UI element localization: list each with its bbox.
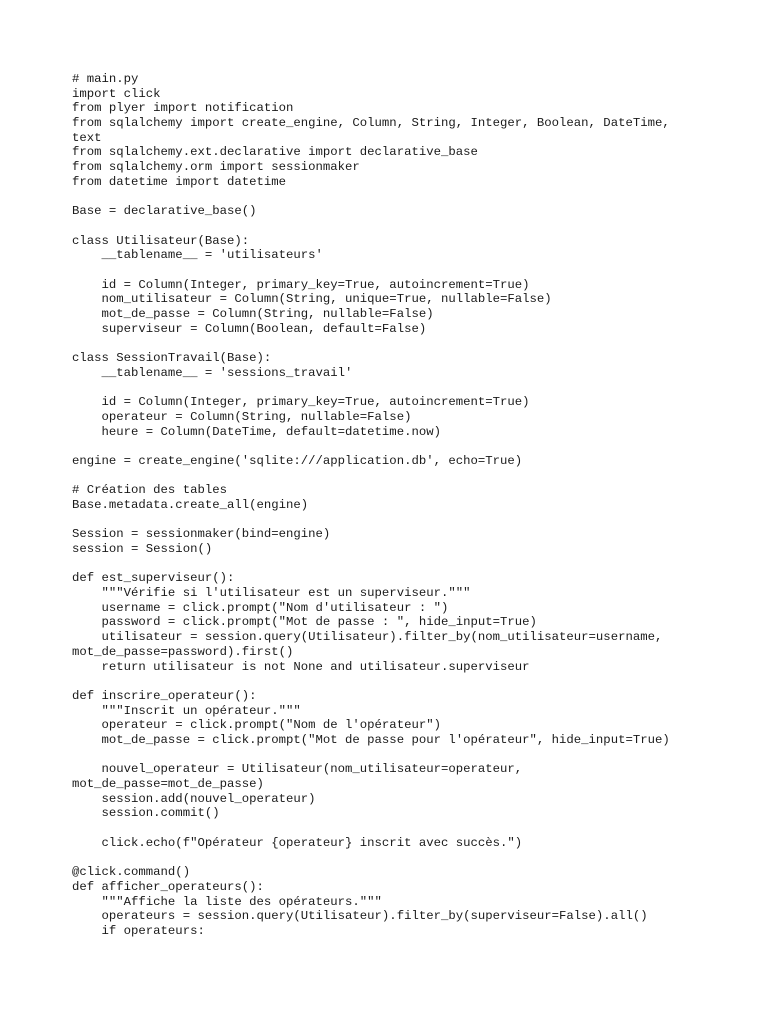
code-line — [72, 469, 712, 484]
code-line: import click — [72, 86, 161, 101]
code-line: click.echo(f"Opérateur {operateur} inscrit avec succès.") — [72, 835, 523, 850]
code-line: if operateurs: — [72, 923, 205, 938]
code-line: superviseur = Column(Boolean, default=False) — [72, 321, 427, 336]
code-line — [72, 748, 712, 763]
code-line: from datetime import datetime — [72, 174, 287, 189]
code-line: id = Column(Integer, primary_key=True, autoincrement=True) — [72, 395, 530, 410]
code-line — [72, 557, 712, 572]
code-line: from sqlalchemy.orm import sessionmaker — [72, 160, 360, 175]
code-line: operateur = Column(String, nullable=False) — [72, 409, 412, 424]
code-line: nom_utilisateur = Column(String, unique=True, nullable=False) — [72, 292, 552, 307]
code-line: mot_de_passe=mot_de_passe) — [72, 777, 264, 791]
code-line: utilisateur = session.query(Utilisateur).filter_by(nom_utilisateur=username, — [72, 630, 663, 645]
code-line: username = click.prompt("Nom d'utilisateur : ") — [72, 600, 449, 615]
code-line — [72, 190, 712, 205]
code-line: Session = sessionmaker(bind=engine) — [72, 527, 331, 542]
code-line: def inscrire_operateur(): — [72, 688, 257, 703]
code-line: """Inscrit un opérateur.""" — [72, 703, 301, 718]
code-line: @click.command() — [72, 865, 191, 880]
code-line — [72, 380, 712, 395]
code-line: mot_de_passe=password).first() — [72, 644, 294, 659]
code-line: from sqlalchemy import create_engine, Column, String, Integer, Boolean, DateTime, — [72, 116, 670, 131]
code-line — [72, 219, 712, 234]
code-line: session = Session() — [72, 542, 213, 556]
code-line: operateur = click.prompt("Nom de l'opérateur") — [72, 718, 441, 733]
code-line: __tablename__ = 'utilisateurs' — [72, 248, 323, 263]
code-line: text — [72, 130, 102, 145]
code-line: Base.metadata.create_all(engine) — [72, 497, 309, 512]
code-line: from plyer import notification — [72, 101, 294, 116]
code-listing — [72, 72, 712, 939]
code-line: def est_superviseur(): — [72, 571, 235, 586]
code-line: password = click.prompt("Mot de passe : ", hide_input=True) — [72, 615, 537, 630]
code-line — [72, 336, 712, 351]
code-line: # main.py — [72, 72, 139, 86]
code-line: """Vérifie si l'utilisateur est un superviseur.""" — [72, 586, 471, 601]
code-line: session.commit() — [72, 806, 220, 821]
code-line: nouvel_operateur = Utilisateur(nom_utilisateur=operateur, — [72, 762, 523, 777]
code-line: def afficher_operateurs(): — [72, 879, 264, 894]
code-line: heure = Column(DateTime, default=datetime.now) — [72, 424, 441, 439]
code-line: mot_de_passe = Column(String, nullable=False) — [72, 307, 434, 321]
code-line: operateurs = session.query(Utilisateur).filter_by(superviseur=False).all() — [72, 909, 648, 924]
code-line: id = Column(Integer, primary_key=True, autoincrement=True) — [72, 277, 530, 292]
code-line: class SessionTravail(Base): — [72, 351, 272, 366]
code-line — [72, 821, 712, 836]
code-line: class Utilisateur(Base): — [72, 233, 250, 248]
code-line: __tablename__ = 'sessions_travail' — [72, 365, 353, 380]
code-line: engine = create_engine('sqlite:///application.db', echo=True) — [72, 453, 523, 468]
code-line — [72, 674, 712, 689]
code-line: from sqlalchemy.ext.declarative import declarative_base — [72, 145, 478, 160]
code-line: # Création des tables — [72, 483, 227, 498]
code-line — [72, 263, 712, 278]
code-line — [72, 513, 712, 528]
code-line: """Affiche la liste des opérateurs.""" — [72, 894, 382, 909]
code-line — [72, 850, 712, 865]
code-line: mot_de_passe = click.prompt("Mot de passe pour l'opérateur", hide_input=True) — [72, 732, 670, 747]
code-line: Base = declarative_base() — [72, 204, 257, 219]
code-line: session.add(nouvel_operateur) — [72, 791, 316, 806]
code-line — [72, 439, 712, 454]
code-line: return utilisateur is not None and utilisateur.superviseur — [72, 659, 530, 674]
